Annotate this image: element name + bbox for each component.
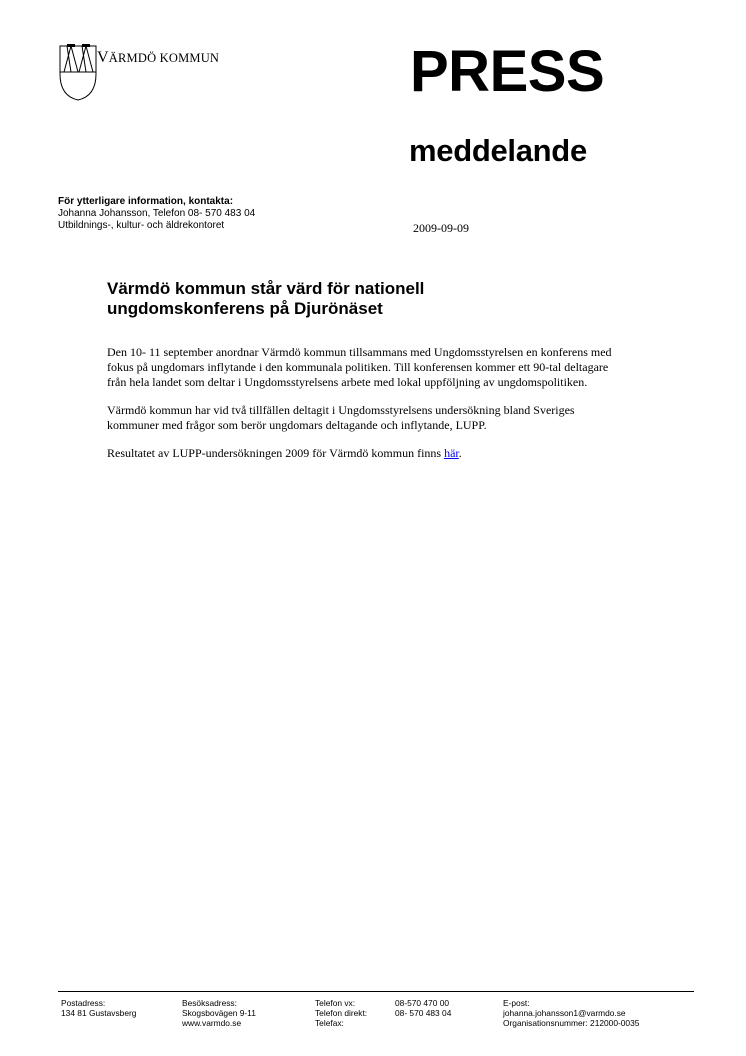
results-link[interactable]: här xyxy=(444,446,459,460)
release-date: 2009-09-09 xyxy=(413,221,469,235)
postal-label: Postadress: xyxy=(61,998,106,1008)
paragraph-2: Värmdö kommun har vid två tillfällen deltagit i Ungdomsstyrelsens undersökning bland Sveriges kommuner med frågor som berör ungdomars deltagande och inflytande, LUPP. xyxy=(107,403,575,432)
paragraph-1: Den 10- 11 september anordnar Värmdö kommun tillsammans med Ungdomsstyrelsen en konferens med fokus på ungdomars inflytande i den kommunala politiken. Till konferensen kommer ett 90-tal deltagare från hela landet som deltar i Ungdomsstyrelsens arbete med lokal uppföljning av ungdomspolitiken. xyxy=(107,345,612,389)
paragraph-3-text: Resultatet av LUPP-undersökningen 2009 för Värmdö kommun finns xyxy=(107,446,445,460)
footer-divider xyxy=(58,991,694,992)
paragraph-3-end: . xyxy=(458,446,462,460)
visit-street: Skogsbovägen 9-11 xyxy=(182,1008,256,1018)
page-subtitle: meddelande xyxy=(409,133,587,168)
phone-direct-label: Telefon direkt: xyxy=(315,1008,368,1018)
footer-postal xyxy=(61,998,136,1018)
org-number: Organisationsnummer: 212000-0035 xyxy=(503,1018,640,1028)
headline-line-1: Värmdö kommun står värd för nationell xyxy=(107,279,425,298)
phone-vx-label: Telefon vx: xyxy=(315,998,356,1008)
phone-vx-value: 08-570 470 00 xyxy=(395,998,450,1008)
footer-email xyxy=(503,998,639,1028)
paragraph-3 xyxy=(107,446,627,461)
article-body xyxy=(107,345,627,474)
page-title: PRESS xyxy=(410,39,605,104)
visit-web[interactable]: www.varmdo.se xyxy=(182,1018,242,1028)
municipality-name: VÄRMDÖ KOMMUN xyxy=(97,49,220,66)
contact-label: För ytterligare information, kontakta: xyxy=(58,196,234,207)
contact-department: Utbildnings-, kultur- och äldrekontoret xyxy=(58,220,225,231)
contact-block xyxy=(58,196,255,232)
email-label: E-post: xyxy=(503,998,530,1008)
phone-direct-value: 08- 570 483 04 xyxy=(395,1008,452,1018)
article-headline xyxy=(107,279,587,319)
email-value[interactable]: johanna.johansson1@varmdo.se xyxy=(503,1008,626,1018)
footer-visit xyxy=(182,998,256,1028)
footer-phone-values xyxy=(395,998,451,1018)
postal-value: 134 81 Gustavsberg xyxy=(61,1008,137,1018)
footer-phone-labels xyxy=(315,998,367,1028)
headline-line-2: ungdomskonferens på Djurönäset xyxy=(107,299,383,318)
fax-label: Telefax: xyxy=(315,1018,344,1028)
contact-person: Johanna Johansson, Telefon 08- 570 483 04 xyxy=(58,208,256,219)
coat-of-arms-icon xyxy=(58,44,98,102)
municipality-logo xyxy=(58,44,258,102)
visit-label: Besöksadress: xyxy=(182,998,237,1008)
